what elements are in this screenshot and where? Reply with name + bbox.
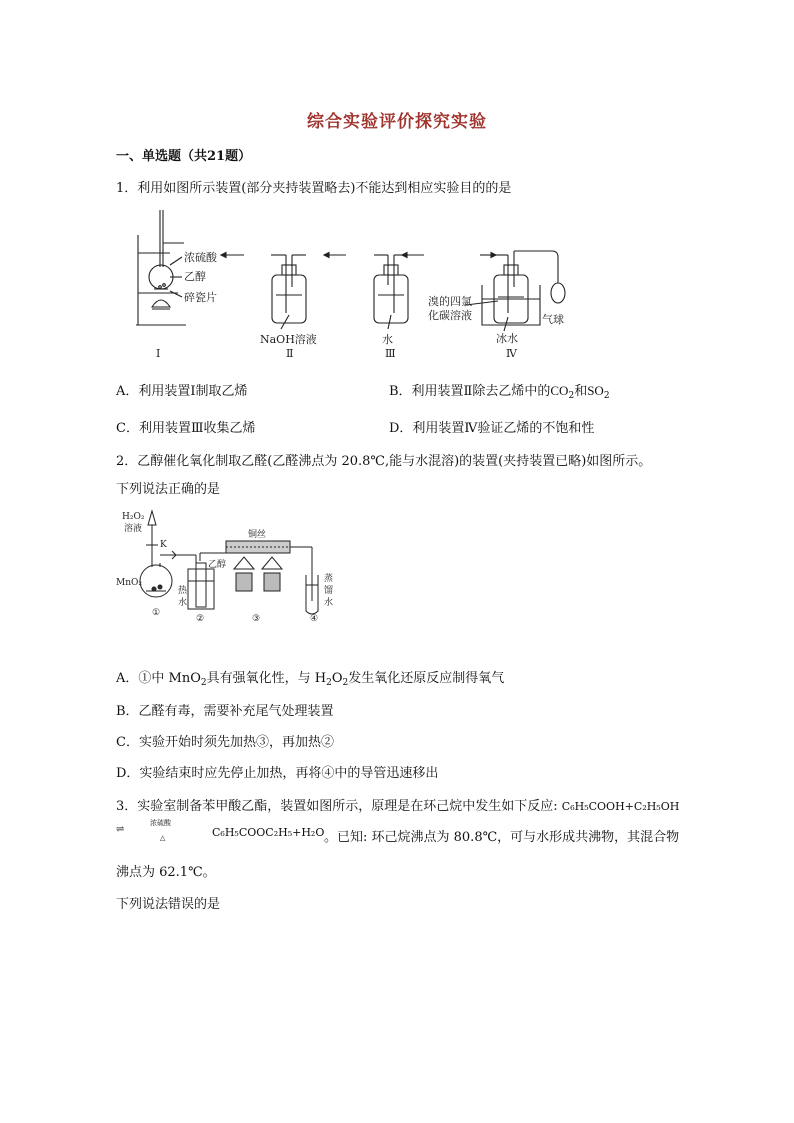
q3-stem-end: 沸点为 62.1℃。: [116, 865, 216, 880]
label-acid: 浓硫酸: [184, 251, 217, 264]
label-circle-1: ①: [152, 608, 161, 618]
label-num-1: Ⅰ: [156, 347, 161, 360]
q2-figure: [116, 505, 346, 625]
label-chips: 碎瓷片: [184, 291, 217, 304]
label-bromine-2: 化碳溶液: [428, 309, 472, 322]
label-balloon: 气球: [542, 313, 564, 326]
label-circle-3: ③: [252, 614, 261, 624]
label-naoh: NaOH溶液: [260, 333, 317, 346]
label-num-3: Ⅲ: [385, 347, 396, 360]
label-h2o2: H₂O₂: [122, 512, 145, 522]
page-title: 综合实验评价探究实验: [307, 112, 487, 132]
q3-question: 下列说法错误的是: [116, 897, 221, 912]
q2-stem-1: 2．乙醇催化氧化制取乙醛(乙醛沸点为 20.8℃,能与水混溶)的装置(夹持装置已略)如图所示。: [116, 454, 652, 469]
eq-right: C₆H₅COOC₂H₅+H₂O: [212, 826, 325, 839]
eq-condition: 浓硫酸: [150, 819, 171, 827]
reversible-arrow-icon: ⇌: [116, 824, 125, 835]
q1-option-c: C．利用装置Ⅲ收集乙烯: [116, 421, 256, 436]
label-num-2: Ⅱ: [286, 347, 294, 360]
q1-figure: [126, 205, 586, 365]
label-circle-2: ②: [196, 614, 205, 624]
q1-option-d: D．利用装置Ⅳ验证乙烯的不饱和性: [389, 421, 595, 436]
label-hot-1: 热: [178, 586, 188, 596]
q3-stem: 3．实验室制备苯甲酸乙酯，装置如图所示，原理是在环己烷中发生如下反应: C₆H₅COOH+C₂H₅OH: [116, 799, 680, 814]
q3-equation-line: [116, 819, 716, 846]
q2-option-a: A．①中 MnO$_2$具有强氧化性，与 $H_2O_2$发生氧化还原反应制得氧气: [116, 671, 505, 688]
q3-stem-mid: 。已知: 环己烷沸点为 80.8℃，可与水形成共沸物，其混合物: [324, 830, 680, 845]
label-bromine-1: 溴的四氯: [428, 295, 472, 308]
label-ethanol-2: 乙醇: [208, 560, 227, 570]
eq-delta: △: [160, 834, 166, 842]
label-solution: 溶液: [124, 524, 143, 534]
label-mno2: MnO₂: [116, 578, 142, 588]
label-dist-2: 馏: [324, 586, 334, 596]
label-circle-4: ④: [310, 614, 319, 624]
label-dist-3: 水: [324, 598, 334, 608]
label-ice: 冰水: [496, 332, 518, 345]
label-copper: 铜丝: [248, 530, 267, 540]
label-ethanol: 乙醇: [184, 270, 206, 283]
section-heading: 一、单选题（共21题）: [116, 149, 252, 164]
q2-option-d: D．实验结束时应先停止加热，再将④中的导管迅速移出: [116, 766, 439, 781]
q1-option-b: B．利用装置Ⅱ除去乙烯中的$CO_2$和$SO_2$: [389, 383, 610, 401]
q1-stem: 1．利用如图所示装置(部分夹持装置略去)不能达到相应实验目的的是: [116, 181, 512, 196]
q2-option-b: B．乙醛有毒，需要补充尾气处理装置: [116, 704, 334, 719]
label-num-4: Ⅳ: [506, 347, 517, 360]
label-water: 水: [382, 333, 393, 346]
q1-option-a: A．利用装置Ⅰ制取乙烯: [116, 384, 248, 399]
q2-stem-2: 下列说法正确的是: [116, 482, 221, 497]
q2-option-c: C．实验开始时须先加热③，再加热②: [116, 735, 334, 750]
label-dist-1: 蒸: [324, 574, 334, 584]
label-hot-2: 水: [178, 598, 188, 608]
label-k: K: [160, 540, 167, 550]
